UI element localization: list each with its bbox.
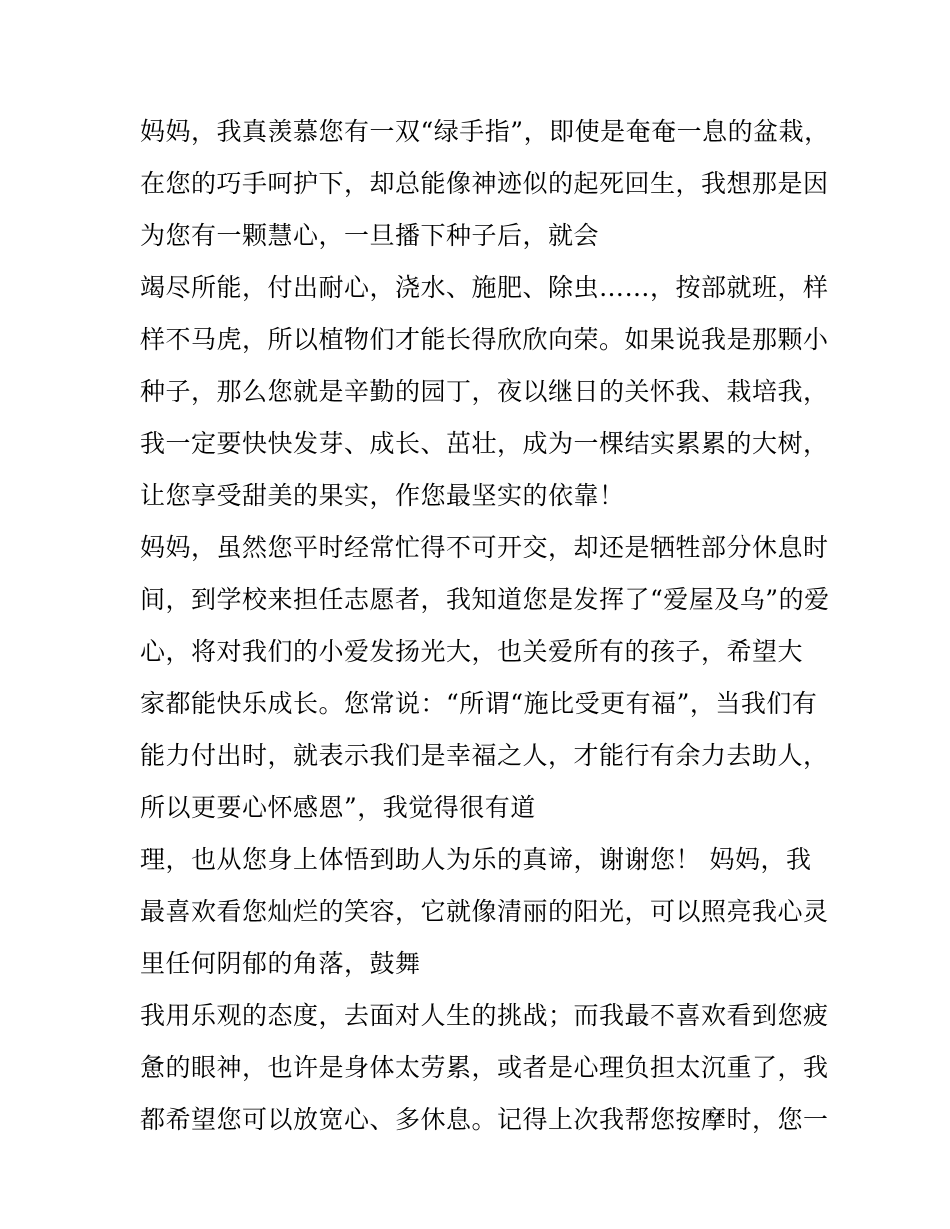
text-line: 在您的巧手呵护下，却总能像神迹似的起死回生，我想那是因 [140,169,829,198]
text-line: 理，也从您身上体悟到助人为乐的真谛，谢谢您！ 妈妈，我 [140,845,812,874]
body-text [140,106,840,1146]
text-line: 所以更要心怀感恩”，我觉得很有道 [140,793,536,822]
text-line: 竭尽所能，付出耐心，浇水、施肥、除虫……，按部就班，样 [140,273,829,302]
text-line: 样不马虎，所以植物们才能长得欣欣向荣。如果说我是那颗小 [140,325,829,354]
text-line: 里任何阴郁的角落，鼓舞 [140,949,421,978]
text-line: 我用乐观的态度，去面对人生的挑战；而我最不喜欢看到您疲 [140,1001,829,1030]
text-line: 种子，那么您就是辛勤的园丁，夜以继日的关怀我、栽培我， [140,377,829,406]
text-line: 间，到学校来担任志愿者，我知道您是发挥了“爱屋及乌”的爱 [140,585,830,614]
text-line: 最喜欢看您灿烂的笑容，它就像清丽的阳光，可以照亮我心灵 [140,897,829,926]
text-line: 都希望您可以放宽心、多休息。记得上次我帮您按摩时，您一 [140,1105,829,1134]
text-line: 惫的眼神，也许是身体太劳累，或者是心理负担太沉重了，我 [140,1053,829,1082]
text-line: 妈妈，虽然您平时经常忙得不可开交，却还是牺牲部分休息时 [140,533,829,562]
text-line: 能力付出时，就表示我们是幸福之人，才能行有余力去助人， [140,741,829,770]
text-line: 家都能快乐成长。您常说：“所谓“施比受更有福”，当我们有 [140,689,818,718]
text-line: 心，将对我们的小爱发扬光大，也关爱所有的孩子，希望大 [140,637,804,666]
text-line: 妈妈，我真羡慕您有一双“绿手指”，即使是奄奄一息的盆栽， [140,117,830,146]
text-line: 为您有一颗慧心，一旦播下种子后，就会 [140,221,600,250]
text-line: 我一定要快快发芽、成长、茁壮，成为一棵结实累累的大树， [140,429,829,458]
text-line: 让您享受甜美的果实，作您最坚实的依靠！ [140,481,625,510]
